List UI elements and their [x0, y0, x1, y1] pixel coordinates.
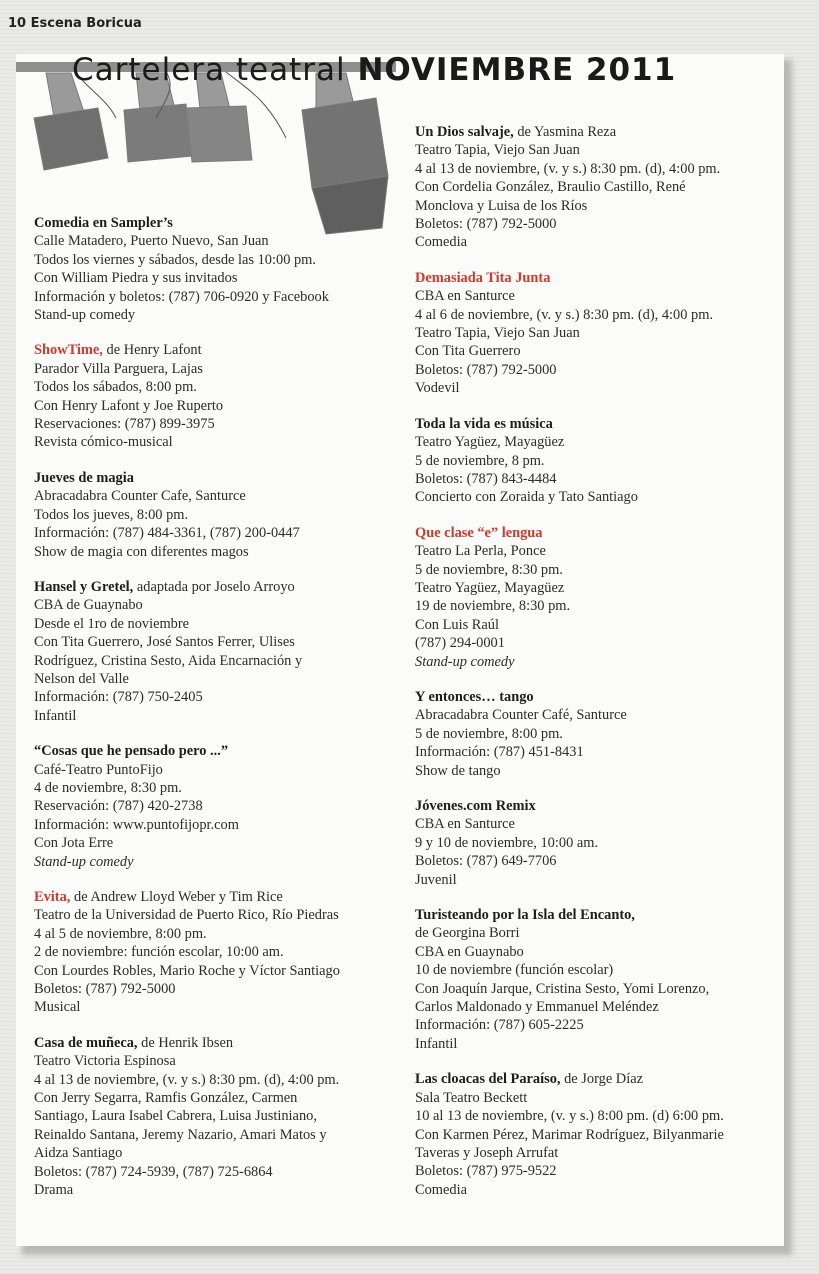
listing-entry: [415, 415, 790, 507]
listing-detail-line: Abracadabra Counter Cafe, Santurce: [34, 488, 246, 505]
listing-title: Turisteando por la Isla del Encanto,: [415, 907, 635, 924]
listing-detail-line: Información y boletos: (787) 706-0920 y Facebook: [34, 288, 329, 305]
listing-detail-line: Vodevil: [415, 380, 460, 397]
listing-entry: [34, 214, 409, 324]
listing-detail-line: CBA de Guaynabo: [34, 597, 143, 614]
listing-entry: [34, 469, 409, 561]
listing-detail-line: 4 de noviembre, 8:30 pm.: [34, 779, 182, 796]
listing-detail-line: Infantil: [415, 1035, 458, 1052]
listing-detail-line: 10 al 13 de noviembre, (v. y s.) 8:00 pm. (d) 6:00 pm.: [415, 1108, 724, 1125]
listing-entry: [415, 524, 790, 671]
listing-detail-line: Información: (787) 750-2405: [34, 689, 203, 706]
listing-detail-line: Con Cordelia González, Braulio Castillo, René: [415, 179, 686, 196]
title-month: NOVIEMBRE 2011: [357, 52, 677, 88]
page-header: 10 Escena Boricua: [8, 16, 142, 31]
listing-detail-line: Calle Matadero, Puerto Nuevo, San Juan: [34, 233, 269, 250]
listing-detail-line: 5 de noviembre, 8:30 pm.: [415, 561, 563, 578]
listing-detail-line: Boletos: (787) 649-7706: [415, 853, 557, 870]
listing-entry: [34, 888, 409, 1017]
listing-title: Comedia en Sampler’s: [34, 215, 173, 231]
listing-detail-line: Comedia: [415, 1181, 467, 1198]
listing-detail-line: Parador Villa Parguera, Lajas: [34, 360, 203, 377]
listing-heading: [34, 742, 409, 760]
listing-title: Jóvenes.com Remix: [415, 798, 536, 814]
listing-entry: [34, 341, 409, 451]
listing-detail-line: Teatro Tapia, Viejo San Juan: [415, 325, 580, 342]
listing-byline: de Andrew Lloyd Weber y Tim Rice: [74, 889, 283, 905]
listing-detail-line: Con Joaquín Jarque, Cristina Sesto, Yomi Lorenzo,: [415, 980, 710, 997]
listing-detail-line: Santiago, Laura Isabel Cabrera, Luisa Justiniano,: [34, 1108, 317, 1125]
left-column: [34, 214, 409, 1217]
listing-entry: [34, 742, 409, 871]
listing-detail-line: Café-Teatro PuntoFijo: [34, 761, 163, 778]
listing-detail-line: 19 de noviembre, 8:30 pm.: [415, 598, 571, 615]
listing-title: Las cloacas del Paraíso,: [415, 1071, 561, 1088]
listing-heading: [415, 688, 790, 706]
listing-heading: [415, 123, 790, 141]
listing-detail-line: Boletos: (787) 724-5939, (787) 725-6864: [34, 1163, 273, 1180]
listing-title: ShowTime,: [34, 342, 103, 359]
listing-detail-line: Show de magia con diferentes magos: [34, 543, 249, 560]
listing-detail-line: Concierto con Zoraida y Tato Santiago: [415, 489, 638, 506]
listing-title: Que clase “e” lengua: [415, 524, 543, 541]
listing-entry: [34, 578, 409, 725]
listing-detail-line: Todos los jueves, 8:00 pm.: [34, 506, 189, 523]
listing-detail-line: Con Luis Raúl: [415, 616, 499, 633]
listing-detail-line: Teatro Tapia, Viejo San Juan: [415, 142, 580, 159]
listing-detail-line: Revista cómico-musical: [34, 434, 173, 451]
listing-detail-line: Teatro La Perla, Ponce: [415, 543, 546, 560]
listing-detail-line: Boletos: (787) 792-5000: [415, 216, 557, 233]
listing-title: Toda la vida es música: [415, 415, 553, 432]
listing-detail-line: Show de tango: [415, 762, 501, 779]
listing-detail-line: Comedia: [415, 234, 467, 251]
listing-detail-line: Con Karmen Pérez, Marimar Rodríguez, Bilyanmarie: [415, 1126, 724, 1143]
listing-title: Evita,: [34, 889, 71, 905]
listing-entry: [415, 797, 790, 889]
listing-detail-line: 2 de noviembre: función escolar, 10:00 am.: [34, 944, 284, 961]
listing-heading: [415, 906, 790, 924]
listing-detail-line: Aidza Santiago: [34, 1145, 123, 1162]
listing-detail-line: Información: (787) 451-8431: [415, 744, 584, 761]
listing-detail-line: Boletos: (787) 975-9522: [415, 1163, 557, 1180]
listing-detail-line: Boletos: (787) 792-5000: [415, 361, 557, 378]
listing-entry: [415, 123, 790, 252]
listing-title: Y entonces… tango: [415, 688, 534, 705]
listing-byline: adaptada por Joselo Arroyo: [136, 578, 295, 595]
listing-entry: [415, 1070, 790, 1199]
listing-detail-line: 4 al 13 de noviembre, (v. y s.) 8:30 pm. (d), 4:00 pm.: [415, 160, 721, 177]
listing-detail-line: Con Lourdes Robles, Mario Roche y Víctor Santiago: [34, 962, 340, 979]
listing-detail-line: Boletos: (787) 843-4484: [415, 470, 557, 487]
title-cartelera: Cartelera teatral: [72, 52, 346, 88]
listing-heading: [415, 415, 790, 433]
listing-detail-line: de Georgina Borri: [415, 925, 520, 942]
listing-detail-line: Sala Teatro Beckett: [415, 1089, 528, 1106]
listing-detail-line: Con Henry Lafont y Joe Ruperto: [34, 397, 224, 414]
listing-detail-line: Con William Piedra y sus invitados: [34, 270, 238, 287]
listing-detail-line: Teatro de la Universidad de Puerto Rico, Río Piedras: [34, 907, 339, 924]
listing-byline: de Henrik Ibsen: [141, 1034, 234, 1051]
listing-byline: de Yasmina Reza: [517, 124, 617, 140]
listing-detail-line: Reinaldo Santana, Jeremy Nazario, Amari Matos y: [34, 1126, 327, 1143]
listing-detail-line: Con Tita Guerrero, José Santos Ferrer, Ulises: [34, 634, 295, 651]
listing-detail-line: Reservación: (787) 420-2738: [34, 798, 203, 815]
listing-detail-line: 4 al 13 de noviembre, (v. y s.) 8:30 pm. (d), 4:00 pm.: [34, 1071, 340, 1088]
listing-heading: [415, 524, 790, 542]
listing-detail-line: Abracadabra Counter Café, Santurce: [415, 707, 627, 724]
listing-detail-line: Teatro Victoria Espinosa: [34, 1053, 176, 1070]
listing-heading: [34, 214, 409, 232]
listing-detail-line: 10 de noviembre (función escolar): [415, 962, 614, 979]
listing-detail-line: Rodríguez, Cristina Sesto, Aida Encarnación y: [34, 652, 303, 669]
listing-detail-line: Información: (787) 605-2225: [415, 1017, 584, 1034]
listing-entry: [34, 1034, 409, 1200]
listing-byline: de Jorge Díaz: [564, 1071, 643, 1088]
listing-heading: [34, 1034, 409, 1052]
listing-detail-line: Teatro Yagüez, Mayagüez: [415, 579, 565, 596]
page-title: [72, 52, 676, 88]
listing-detail-line: Juvenil: [415, 871, 457, 888]
listing-detail-line: CBA en Guaynabo: [415, 943, 524, 960]
listing-entry: [415, 269, 790, 398]
listing-detail-line: (787) 294-0001: [415, 635, 505, 652]
listing-detail-line: Reservaciones: (787) 899-3975: [34, 416, 215, 433]
listing-detail-line: Con Jota Erre: [34, 835, 114, 852]
listing-title: Hansel y Gretel,: [34, 578, 134, 595]
listing-heading: [34, 888, 409, 906]
listing-detail-line: Boletos: (787) 792-5000: [34, 981, 176, 998]
right-column: [415, 123, 790, 1216]
listing-heading: [34, 341, 409, 359]
listing-detail-line: 5 de noviembre, 8:00 pm.: [415, 725, 563, 742]
listing-detail-line: 9 y 10 de noviembre, 10:00 am.: [415, 834, 599, 851]
listing-entry: [415, 906, 790, 1053]
listing-detail-line: Drama: [34, 1182, 74, 1199]
listing-detail-line: Con Jerry Segarra, Ramfis González, Carmen: [34, 1090, 298, 1107]
listing-detail-line: Carlos Maldonado y Emmanuel Meléndez: [415, 999, 659, 1016]
listing-heading: [415, 1070, 790, 1088]
listing-detail-line: Musical: [34, 999, 81, 1016]
listing-byline: de Henry Lafont: [106, 342, 202, 359]
listing-entry: [415, 688, 790, 780]
listing-detail-line: Teatro Yagüez, Mayagüez: [415, 434, 565, 451]
listing-genre-italic: Stand-up comedy: [34, 853, 134, 870]
listing-detail-line: Información: www.puntofijopr.com: [34, 816, 239, 833]
listing-detail-line: 4 al 5 de noviembre, 8:00 pm.: [34, 925, 207, 942]
listing-detail-line: Todos los sábados, 8:00 pm.: [34, 379, 197, 396]
listing-title: “Cosas que he pensado pero ...”: [34, 743, 229, 760]
listing-detail-line: CBA en Santurce: [415, 288, 515, 305]
listing-heading: [34, 469, 409, 487]
listing-detail-line: Nelson del Valle: [34, 670, 129, 687]
listing-title: Demasiada Tita Junta: [415, 269, 551, 286]
listing-title: Casa de muñeca,: [34, 1034, 138, 1051]
listing-heading: [34, 578, 409, 596]
listing-detail-line: Stand-up comedy: [34, 307, 136, 324]
listing-genre-italic: Stand-up comedy: [415, 653, 515, 670]
listing-detail-line: CBA en Santurce: [415, 816, 515, 833]
listing-detail-line: Desde el 1ro de noviembre: [34, 615, 190, 632]
listing-heading: [415, 797, 790, 815]
listing-detail-line: Con Tita Guerrero: [415, 343, 521, 360]
listing-detail-line: Monclova y Luisa de los Ríos: [415, 197, 588, 214]
listing-detail-line: 5 de noviembre, 8 pm.: [415, 452, 545, 469]
listing-detail-line: 4 al 6 de noviembre, (v. y s.) 8:30 pm. (d), 4:00 pm.: [415, 306, 714, 323]
listing-heading: [415, 269, 790, 287]
listing-detail-line: Información: (787) 484-3361, (787) 200-0447: [34, 525, 300, 542]
listing-detail-line: Todos los viernes y sábados, desde las 10:00 pm.: [34, 251, 316, 268]
listing-detail-line: Taveras y Joseph Arrufat: [415, 1144, 559, 1161]
listing-title: Un Dios salvaje,: [415, 124, 514, 140]
listing-title: Jueves de magia: [34, 469, 134, 486]
listing-detail-line: Infantil: [34, 707, 77, 724]
